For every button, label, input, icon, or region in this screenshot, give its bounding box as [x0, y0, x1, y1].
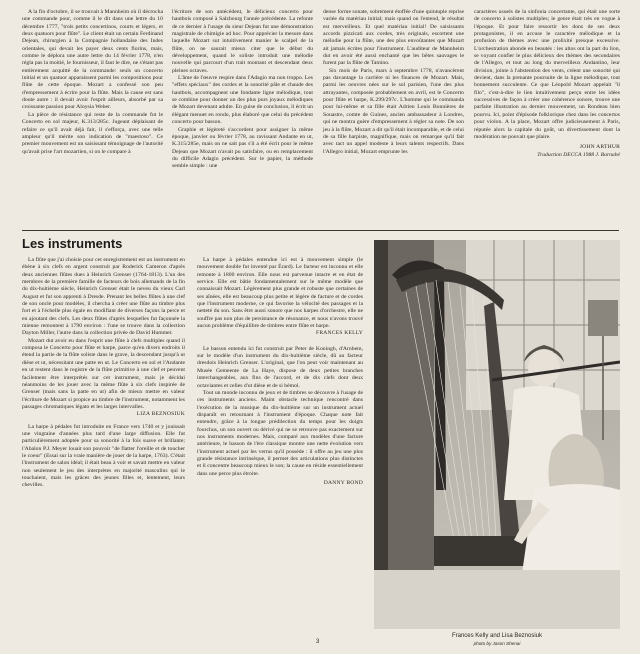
instruments-column-1 [22, 257, 185, 490]
paragraph: dense forme sonate, sobrement étoffée d'une quintuple reprise variée du matériau initial; mais quand on l'entend, le résultat est merveilleux. Et quel matériau initial! De saisissants accords pizzicati aux cordes, très originals, escortent une mélodie pour la flûte, une des plus envoûtantes que Mozart ait jamais écrites pour l'instrument. L'auditeur de Mannheim dut en avoir été aussi enchanté que les bêtes sauvages le furent par la flûte de Tamino. [323, 9, 464, 67]
intro-column-3 [323, 9, 464, 156]
musicians-photo [374, 240, 620, 629]
paragraph: La harpe à pédales entendue ici est à mouvement simple (le mouvement double fut inventé par Érard). Le facteur est inconnu et elle remonte à 1800 environ. Elle nous est parvenue intacte et en état de service. Elle est bâtie fondamentalement sur le même modèle que connaissait Mozart. Légèrement plus grande et robuste que certaines de ses aînées, elle est beaucoup plus petite et légère de facture et de cordes que l'instrument moderne, ce qui favorise la vélocité des passages et la netteté du son. Sans être aussi sonore que nos harpes d'orchestre, elle ne souffre pas non plus de persistance de résonance, et nous n'avons trouvé aucun problème d'équilibre de timbres entre flûte et harpe. [197, 257, 363, 330]
paragraph: l'écriture de son antécédent, le délicieux concerto pour hautbois composé à Salzbourg l'année précédente. La refonte de ce dernier à l'usage du sieur Dejean fut une démonstration magistrale de chimigie ad hoc. Pour apprécier la mesure dans laquelle Mozart sut intuitivement manier le scalpel de la flûte, on ne saurait mieux citer que le début du développement, quand le soliste introduit une mélodie nouvelle qui parcourt d'un trait montant et descendant deux pleines octaves. [172, 9, 313, 74]
paragraph: La flûte que j'ai choisie pour cet enregistrement est un instrument en ébène à six clefs en argent construit par Roderick Cameron d'après deux anciennes flûtes dues à Heinrich Grenser (1764-1813). L'un des membres de la première famille de facteurs de bois allemands de la fin du dix-huitième siècle, Heinrich Grenser était le neveu du vieux Carl August et fut son apprenti à Dresde. Prenant les belles flûtes à une clef de son oncle pour modèles, il chercha à créer une flûte au timbre plus fort et à l'échelle plus égale en modifiant de diverses façons la perce et en ajoutant des clefs. Les deux flûtes d'après lesquelles fut façonnée la mienne remontent à 1790 environ : l'une se trouve dans la collection Dayton Miller, l'autre dans la collection privée de David Hummer. [22, 257, 185, 337]
paragraph: Mozart dut avoir eu dans l'esprit une flûte à clefs multiples quand il composa le Concerto pour flûte et harpe, parce qu'en divers endroits il étend la partie de la flûte soliste dans le grave, la descendant jusqu'à ut dièse et ut, nécessitant une patte en ut. Le Concerto en sol et l'Andante en ut restent dans le registre de la flûte primitive à une clef et peuvent facilement être interprétés sur cet instrument, mais je décidai néanmoins de les jouer avec la même flûte à six clefs inspirée de Grenser (mais sans la patte en ut) afin de mieux mettre en valeur l'écriture de Mozart si propice au timbre de l'instrument, notamment les passages chromatiques légato et les larges intervalles. [22, 337, 185, 410]
author-signature: LIZA BEZNOSIUK [136, 411, 185, 418]
paragraph: L'âme de l'œuvre respire dans l'Adagio ma non troppo. Les "effets spéciaux" des cordes et la sonorité pâle et chaude des hautbois, accompagnent une fondante ligne mélodique, tout se combine pour donner un des plus purs joyaux mélodiques de Mozart devenant adulte. En guise de conclusion, il écrit un élégant menuet en rondo, plus élaboré que celui du précédent concerto pour basson. [172, 75, 313, 126]
photo-caption [374, 633, 620, 647]
intro-column-1 [22, 9, 163, 156]
photo-caption-text: Frances Kelly and Lisa Beznosiuk [451, 633, 543, 639]
author-signature: JOHN ARTHUR [579, 144, 620, 151]
paragraph: Six mois de Paris, mars à septembre 1778, n'avancèrent pas davantage la carrière ni les finances de Mozart. Mais, parmi les oeuvres nées sur le sol parisien, l'une des plus attrayantes, composée probablement en avril, est le Concerto pour flûte et harpe, K.299/297c. L'homme qui le commanda pour lui-même et sa fille était Adrien Louis Bonnières de Souastre, comte de Guines, ancien ambassadeur à Londres, qui ne montra guère d'empressement à régler sa note. De son jeu à la flûte, Mozart a dit qu'il était incomparable, et de celui de sa fille harpiste, magnifique, mais on remarque qu'il fait avec tact un appel modeste à leurs talents respectifs. Dans l'Allegro initial, Mozart emprunte les [323, 67, 464, 155]
intro-column-2 [172, 9, 313, 171]
paragraph: caractères usuels de la sinfonia concertante, qui était une sorte de concerto à solistes multiples; le genre était très en vogue à l'époque. Et pour faire ressortir les dons de ses deux protagonistes, il en accuse le caractère mélodique et la profusion de thèmes avec une prolixité presque excessive. L'orchestration abonde en beautés : les altos ont la part du lion, se voyant confier le plus délicieux des thèmes des secondaires de l'Allegro, et tout au long du merveilleux Andantino, leur division, jointe à l'abstention des vents, créent une sonorité qui devient, dans la prenante poursuite de la ligne mélodique, tout bonnement succulente. Ce que Léopold Mozart appelait "il filo", c'est-à-dire le lien intuitivement perçu entre les idées successives de façon à créer une cohérence sonore, trouve une parfaite illustration au dernier mouvement, un Rondeau bien pourvu. Ici, point d'épisode folklorique chez dans les concertos pour violon. A la place, Mozart offre judicieusement à Paris, réputée alors la capitale du goût, un divertissement dont la modération ne pouvait que plaire. [474, 9, 620, 140]
paragraph: Tout un monde inconnu de jeux et de timbres se découvre à l'usage de ces instruments anciens. Maint obstacle technique rencontré dans l'exécution de la musique du dix-huitième sur un instrument actuel disparaît en retournant à l'instrument d'époque. Chaque note fait entendre, grâce à la longue prédilection du temps pour les doigts fourchus, un son ouvert ou dérivé qui ne se retrouve pas exactement sur nos instruments modernes. Mais, comparé aux modèles d'une facture antérieure, le basson de l'ère classique montre une nette évolution vers l'instrument actuel par les vertus qu'il possède : il offre au jeu une plus grande résistance intrinsèque, il permet des articulations plus distinctes et il concentre beaucoup mieux le son; la cause en réside essentiellement dans une perce plus étroite. [197, 389, 363, 477]
intro-column-4 [474, 9, 620, 159]
paragraph: Graphie et légèreté s'accordent pour assigner la même époque, janvier ou février 1778, au ravissant Andante en ut, K.315/285e, mais on ne sait pas s'il a été écrit pour le même Dejean que Mozart n'avait pu satisfaire, ou en remplacement du difficile Adagio précédent. Sur le papier, la méthode semble simple : une [172, 126, 313, 170]
paragraph: Le basson entendu ici fut construit par Peter de Koningh, d'Arnhem, sur le modèle d'un instrument du dix-huitième siècle, dû au facteur dresdois Heinrich Grenser. L'original, que l'on peut voir maintenant au Musée Gemeente de La Haye, dispose de deux petites branches interchangeables, aux fins de l'accord, et de dix clefs dont deux octaviantes et celles d'ut dièse et de si bémol. [197, 345, 363, 389]
instruments-column-2 [197, 257, 363, 487]
author-signature: DANNY BOND [323, 479, 363, 486]
page-number: 3 [316, 639, 320, 645]
section-divider [22, 230, 619, 231]
paragraph: A la fin d'octobre, il se trouvait à Mannheim où il décrocha une commande pour, comme il le dit dans une lettre du 10 décembre 1777, "trois petits concertinos, courts et légers, et deux quatuors pour flûte". Le client était un certain Ferdinand Dejean, chirurgien à la Compagnie hollandaise des Indes orientales, qui devait les payer deux cents florins, mais, comme le déplora une autre lettre du 14 février 1778, n'en régla pas la moitié, le fournisseur, il faut le dire, ne s'étant pas entièrement acquitté de la commande: seuls un concerto initial et un quatuor apparaissent parmi les compositions pour flûte de cette époque. Mozart a confessé son peu d'empressement à écrire pour la flûte. Mais la cause est sans doute autre : il devait avoir l'esprit ailleurs, absorbé par sa croissante passion pour Aloysia Weber. [22, 9, 163, 111]
translation-credit: Traduction DECCA 1988 J. Barnabé [537, 151, 620, 158]
paragraph: La harpe à pédales fut introduite en France vers 1740 et y jouissait une vingtaine d'années plus tard d'une large diffusion. Elle fut particulièrement adoptée pour sa sonorité à la fois suave et brillante; l'Abalon P.J. Meyer louait son pouvoir "de flatter l'oreille et de toucher le coeur" (Essai sur la vraie manière de jouer de la harpe, 1763). C'était l'instrument de salon idéal; il était beau à voir et savait mettre en valeur non seulement le jeu des interprètes en majorité masculins qui le touchaient, mais les grâces des jeunes filles et, lentement, leurs chevilles. [22, 423, 185, 489]
photo-credit: photo by Jason Shenai [473, 641, 521, 646]
author-signature: FRANCES KELLY [316, 330, 363, 337]
section-heading: Les instruments [22, 236, 123, 251]
paragraph: La pièce de résistance qui reste de la commande fut le Concerto en sol majeur, K.313/285c. Jugeant déplaisant de refaire ce qu'il avait déjà fait, il s'efforça, avec une telle ampleur qu'il mérite son indication de "maestoso". Ce premier mouvement est un saisissant témoignage de l'autorité qu'avait prise l'art mozartien, si on le compare à [22, 111, 163, 155]
photo-illustration [374, 240, 620, 629]
